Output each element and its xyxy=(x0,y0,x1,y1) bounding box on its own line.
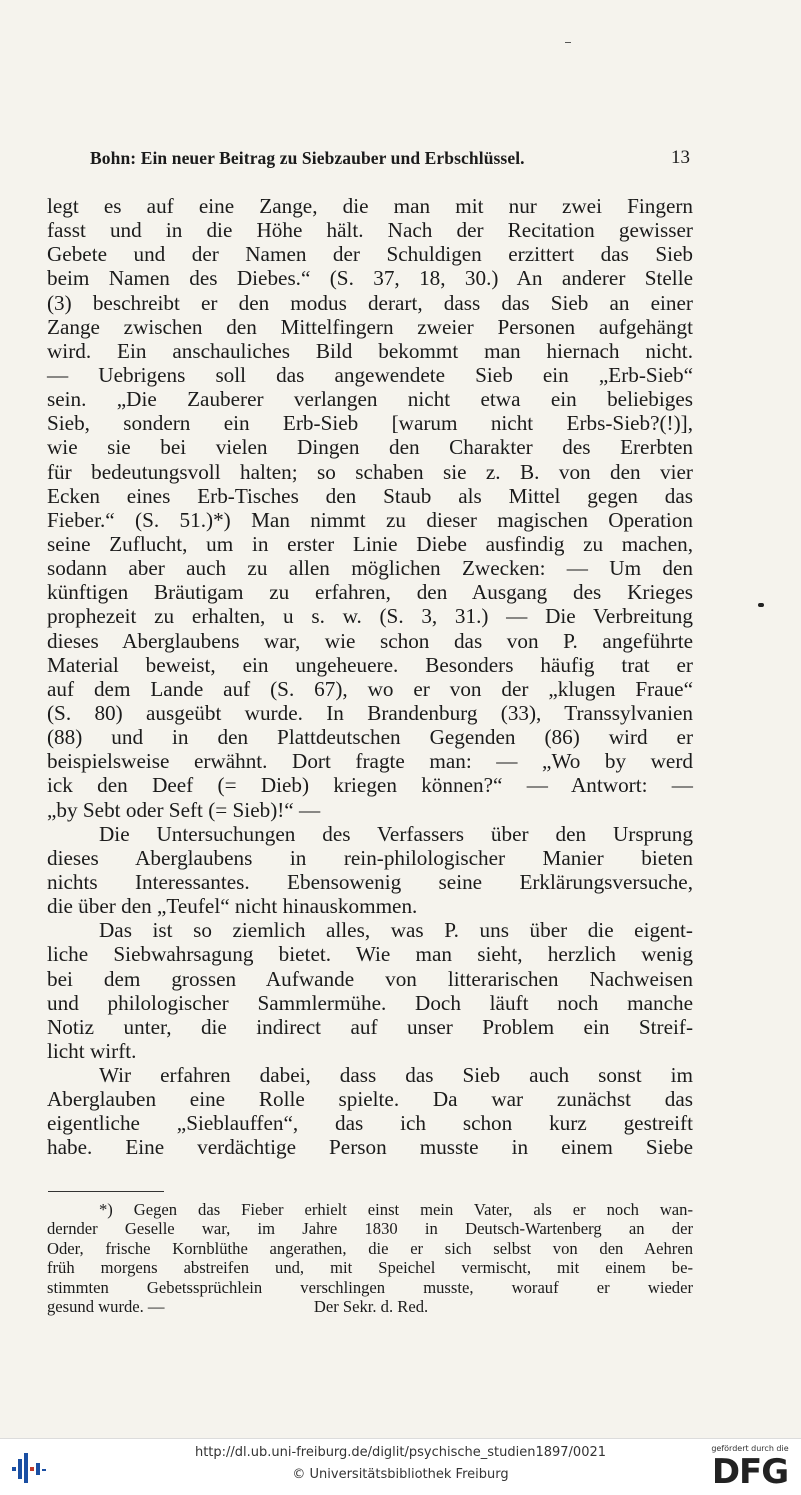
text-line: (S. 80) ausgeübt wurde. In Brandenburg (33), Transsylvanien xyxy=(47,700,693,725)
text-line: seine Zuflucht, um in erster Linie Diebe ausfindig zu machen, xyxy=(47,531,693,556)
footnote-line: *) Gegen das Fieber erhielt einst mein Vater, als er noch wan- xyxy=(99,1200,693,1219)
permalink-link[interactable]: http://dl.ub.uni-freiburg.de/diglit/psychische_studien1897/0021 xyxy=(194,1445,607,1460)
footnote-line: Oder, frische Kornblüthe angerathen, die er sich selbst von den Aehren xyxy=(47,1238,693,1258)
footnote xyxy=(47,1200,693,1316)
text-line: Gebete und der Namen der Schuldigen erzittert das Sieb xyxy=(47,242,693,267)
text-line: — Uebrigens soll das angewendete Sieb ein „Erb-Sieb“ xyxy=(47,362,693,387)
text-line: auf dem Lande auf (S. 67), wo er von der „klugen Fraue“ xyxy=(47,676,693,701)
text-line: für bedeutungsvoll halten; so schaben sie z. B. von den vier xyxy=(47,459,693,484)
text-line: Notiz unter, die indirect auf unser Problem ein Streif- xyxy=(47,1014,693,1039)
text-line: Fieber.“ (S. 51.)*) Man nimmt zu dieser magischen Operation xyxy=(47,507,693,532)
text-line: ick den Deef (= Dieb) kriegen können?“ — Antwort: — xyxy=(47,773,693,798)
text-line: und philologischer Sammlermühe. Doch läuft noch manche xyxy=(47,990,693,1015)
text-line: Das ist so ziemlich alles, was P. uns über die eigent- xyxy=(99,918,693,943)
margin-mark xyxy=(758,603,764,607)
text-line: bei dem grossen Aufwande von litterarischen Nachweisen xyxy=(47,966,693,991)
text-line: Zange zwischen den Mittelfingern zweier Personen aufgehängt xyxy=(47,314,693,339)
footnote-line: gesund wurde. — Der Sekr. d. Red. xyxy=(47,1296,429,1316)
running-header xyxy=(90,146,702,170)
dfg-logo-icon: DFG xyxy=(711,1452,789,1492)
footnote-rule xyxy=(48,1191,164,1192)
text-line: künftigen Bräutigam zu erfahren, den Ausgang des Krieges xyxy=(47,580,693,605)
text-line: beispielsweise erwähnt. Dort fragte man: — „Wo by werd xyxy=(47,749,693,774)
running-title: Bohn: Ein neuer Beitrag zu Siebzauber und Erbschlüssel. xyxy=(90,148,525,168)
text-line: (3) beschreibt er den modus derart, dass das Sieb an einer xyxy=(47,290,693,315)
funding-note: gefördert durch die xyxy=(711,1444,789,1453)
text-line: Die Untersuchungen des Verfassers über den Ursprung xyxy=(99,821,693,846)
footnote-line: stimmten Gebetssprüchlein verschlingen musste, worauf er wieder xyxy=(47,1277,693,1297)
page-number: 13 xyxy=(671,147,690,168)
text-line: Aberglauben eine Rolle spielte. Da war zunächst das xyxy=(47,1087,693,1112)
text-line: eigentliche „Sieblauffen“, das ich schon kurz gestreift xyxy=(47,1111,693,1136)
copyright-text: © Universitätsbibliothek Freiburg xyxy=(292,1467,509,1482)
text-line: die über den „Teufel“ nicht hinauskommen. xyxy=(47,894,418,919)
scan-mark xyxy=(565,42,571,43)
text-line: beim Namen des Diebes.“ (S. 37, 18, 30.) An anderer Stelle xyxy=(47,266,693,291)
body-text xyxy=(47,194,693,1160)
text-line: prophezeit zu erhalten, u s. w. (S. 3, 31.) — Die Verbreitung xyxy=(47,604,693,629)
viewer-footer xyxy=(0,1438,801,1495)
text-line: legt es auf eine Zange, die man mit nur zwei Fingern xyxy=(47,194,693,218)
text-line: (88) und in den Plattdeutschen Gegenden (86) wird er xyxy=(47,725,693,750)
text-line: wie sie bei vielen Dingen den Charakter des Ererbten xyxy=(47,435,693,460)
text-line: „by Sebt oder Seft (= Sieb)!“ — xyxy=(47,797,321,822)
text-line: sein. „Die Zauberer verlangen nicht etwa ein beliebiges xyxy=(47,387,693,412)
text-line: liche Siebwahrsagung bietet. Wie man sieht, herzlich wenig xyxy=(47,942,693,967)
text-line: fasst und in die Höhe hält. Nach der Recitation gewisser xyxy=(47,218,693,243)
text-line: Ecken eines Erb-Tisches den Staub als Mittel gegen das xyxy=(47,483,693,508)
text-line: licht wirft. xyxy=(47,1038,137,1063)
text-line: sodann aber auch zu allen möglichen Zwecken: — Um den xyxy=(47,556,693,581)
text-line: Wir erfahren dabei, dass das Sieb auch sonst im xyxy=(99,1063,693,1088)
text-line: wird. Ein anschauliches Bild bekommt man hiernach nicht. xyxy=(47,338,693,363)
text-line: dieses Aberglaubens in rein-philologischer Manier bieten xyxy=(47,845,693,870)
text-line: Material beweist, ein ungeheuere. Besonders häufig trat er xyxy=(47,652,693,677)
text-line: Sieb, sondern ein Erb-Sieb [warum nicht Erbs-Sieb?(!)], xyxy=(47,411,693,436)
text-line: nichts Interessantes. Ebensowenig seine Erklärungsversuche, xyxy=(47,869,693,894)
footnote-line: dernder Geselle war, im Jahre 1830 in Deutsch-Wartenberg an der xyxy=(47,1219,693,1239)
text-line: habe. Eine verdächtige Person musste in einem Siebe xyxy=(47,1135,693,1160)
text-line: dieses Aberglaubens war, wie schon das von P. angeführte xyxy=(47,628,693,653)
footnote-line: früh morgens abstreifen und, mit Speichel vermischt, mit einem be- xyxy=(47,1258,693,1278)
